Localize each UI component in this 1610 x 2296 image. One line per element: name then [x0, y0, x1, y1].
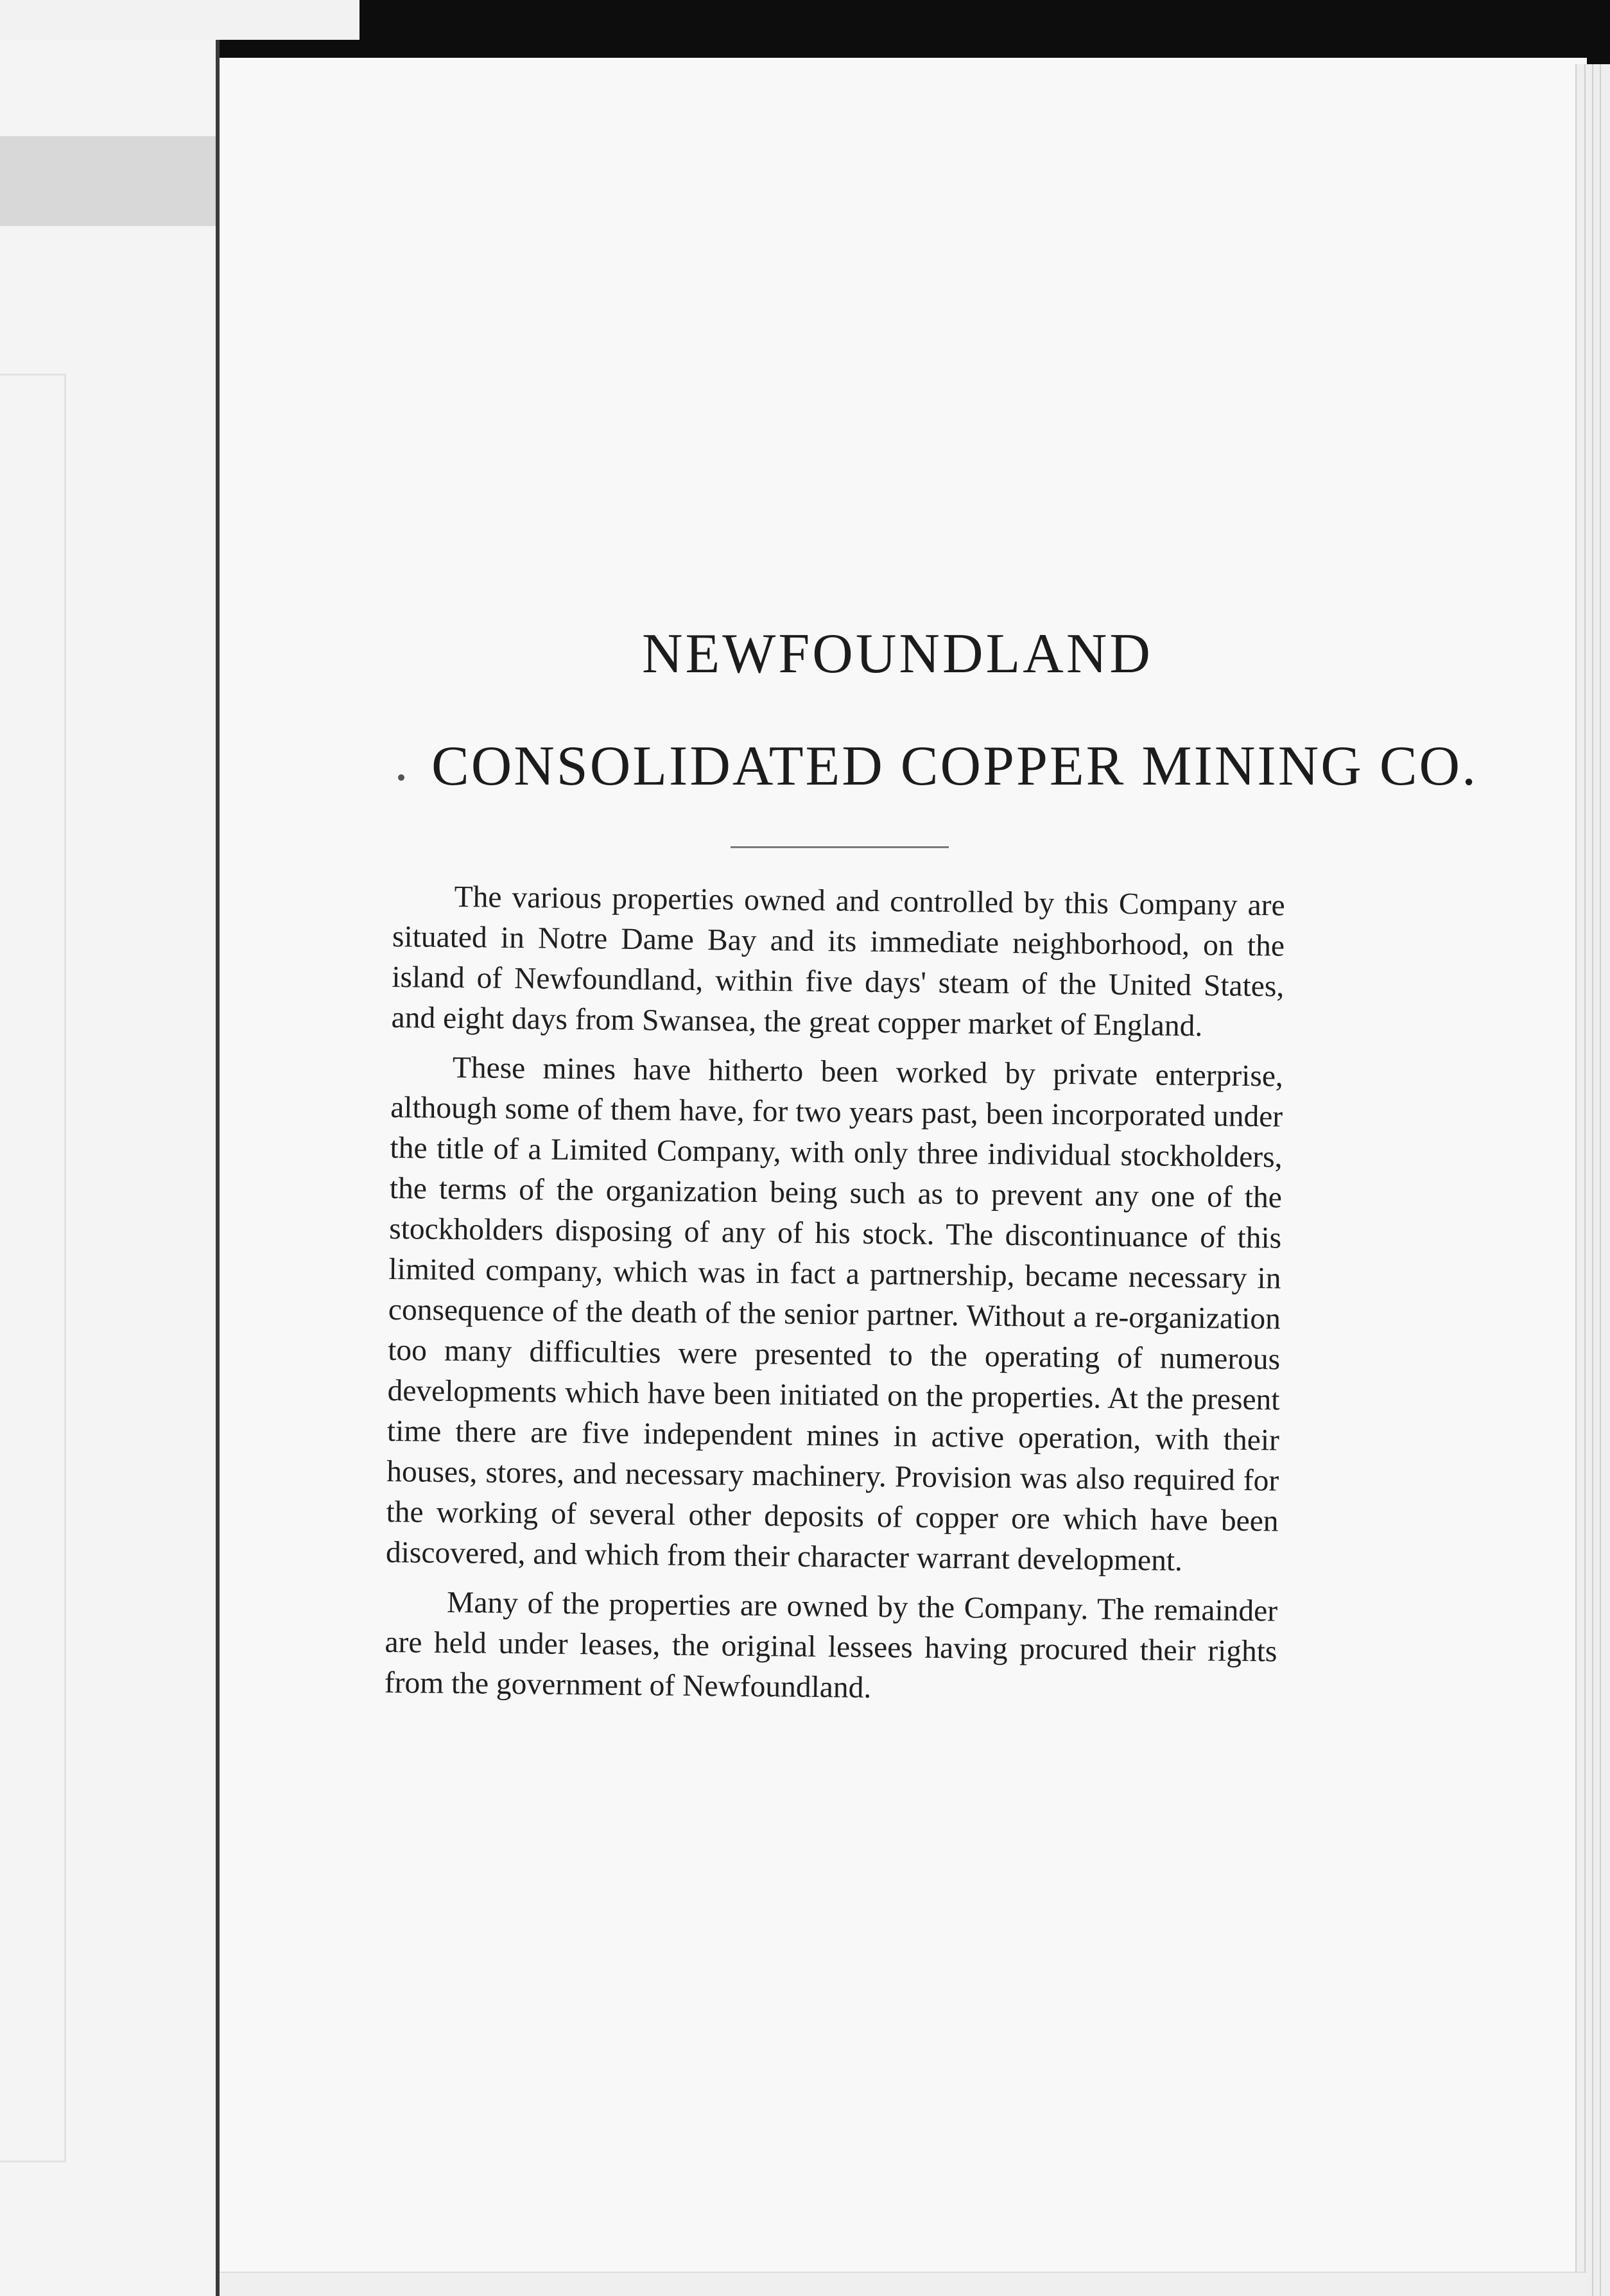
paragraph-3: Many of the properties are owned by the Company. The remainder are held under leases, the original lessees having procured their rights from the government of Newfoundland.: [384, 1585, 1278, 1705]
page-title: NEWFOUNDLAND: [642, 623, 1153, 685]
scan-top-margin: [0, 0, 359, 40]
facing-page-band: [0, 136, 218, 226]
page-bottom-edge: [220, 2272, 1587, 2296]
body-text: [385, 876, 1285, 1712]
print-speck: [398, 774, 404, 781]
paragraph-1: The various properties owned and controlled by this Company are situated in Notre Dame Bay and its immediate neighborhood, on the island of Newfoundland, within five days' steam of the United States, and eight days from Swansea, the great copper market of England.: [391, 880, 1285, 1043]
title-divider: [731, 846, 949, 848]
facing-page-edge: [0, 40, 218, 2296]
paragraph-2: These mines have hitherto been worked by private enterprise, although some of them have, for two years past, been incorporated under the title of a Limited Company, with only three individual stockholders, the terms of the organization being such as to prevent any one of the stockholders disposing of any of his stock. The discontinuance of this limited company, which was in fact a partnership, became necessary in consequence of the death of the senior partner. Without a re-organization too many difficulties were presented to the operating of numerous developments which have been initiated on the properties. At the present time there are five independent mines in active operation, with their houses, stores, and necessary machinery. Provision was also required for the working of several other deposits of copper ore which have been discovered, and which from their character warrant development.: [385, 1050, 1284, 1578]
facing-page-frame: [0, 374, 66, 2162]
page-stack-edge: [1575, 64, 1610, 2296]
page-subtitle: CONSOLIDATED COPPER MINING CO.: [431, 735, 1478, 797]
